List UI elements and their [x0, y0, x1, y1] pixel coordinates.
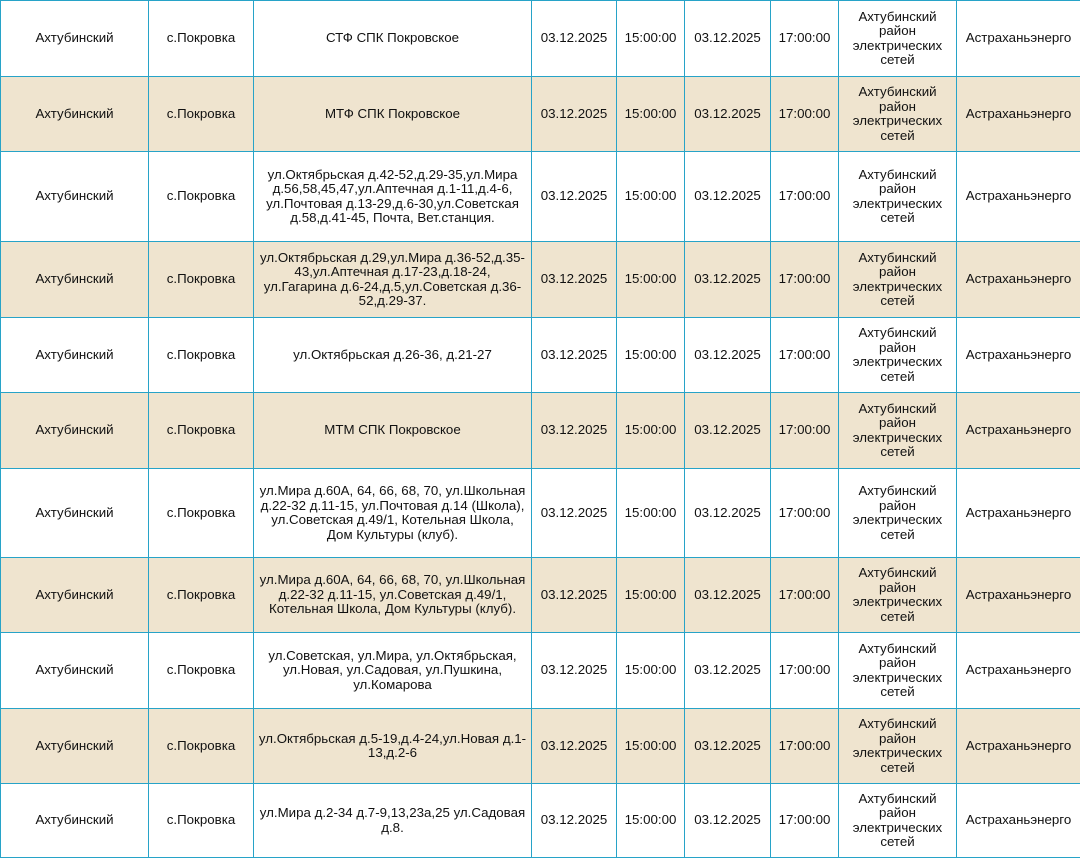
end-date-cell: 03.12.2025	[685, 393, 771, 469]
start-time-cell: 15:00:00	[617, 1, 685, 77]
end-time-cell: 17:00:00	[771, 242, 839, 318]
end-time-cell: 17:00:00	[771, 784, 839, 858]
start-time-cell: 15:00:00	[617, 784, 685, 858]
end-date-cell: 03.12.2025	[685, 77, 771, 152]
start-date-cell: 03.12.2025	[532, 709, 617, 784]
table-row	[1, 152, 1080, 242]
start-date-cell: 03.12.2025	[532, 152, 617, 242]
table-row	[1, 784, 1080, 858]
end-date-cell: 03.12.2025	[685, 152, 771, 242]
start-time-cell: 15:00:00	[617, 393, 685, 469]
end-time-cell: 17:00:00	[771, 633, 839, 709]
object-cell: ул.Октябрьская д.29,ул.Мира д.36-52,д.35-43,ул.Аптечная д.17-23,д.18-24, ул.Гагарина д.6-24,д.5,ул.Советская д.36-52,д.29-37.	[254, 242, 532, 318]
district-cell: Ахтубинский	[1, 393, 149, 469]
end-time-cell: 17:00:00	[771, 709, 839, 784]
district-cell: Ахтубинский	[1, 469, 149, 558]
network-cell: Ахтубинский район электрических сетей	[839, 152, 957, 242]
company-cell: Астраханьэнерго	[957, 393, 1080, 469]
table-row	[1, 393, 1080, 469]
end-time-cell: 17:00:00	[771, 558, 839, 633]
locality-cell: с.Покровка	[149, 77, 254, 152]
company-cell: Астраханьэнерго	[957, 318, 1080, 393]
network-cell: Ахтубинский район электрических сетей	[839, 558, 957, 633]
district-cell: Ахтубинский	[1, 1, 149, 77]
company-cell: Астраханьэнерго	[957, 633, 1080, 709]
start-date-cell: 03.12.2025	[532, 558, 617, 633]
table-row	[1, 1, 1080, 77]
end-date-cell: 03.12.2025	[685, 242, 771, 318]
district-cell: Ахтубинский	[1, 152, 149, 242]
district-cell: Ахтубинский	[1, 558, 149, 633]
district-cell: Ахтубинский	[1, 77, 149, 152]
locality-cell: с.Покровка	[149, 633, 254, 709]
start-date-cell: 03.12.2025	[532, 784, 617, 858]
company-cell: Астраханьэнерго	[957, 709, 1080, 784]
table-row	[1, 709, 1080, 784]
locality-cell: с.Покровка	[149, 784, 254, 858]
start-time-cell: 15:00:00	[617, 558, 685, 633]
locality-cell: с.Покровка	[149, 709, 254, 784]
object-cell: МТМ СПК Покровское	[254, 393, 532, 469]
district-cell: Ахтубинский	[1, 709, 149, 784]
start-time-cell: 15:00:00	[617, 469, 685, 558]
locality-cell: с.Покровка	[149, 393, 254, 469]
company-cell: Астраханьэнерго	[957, 77, 1080, 152]
start-date-cell: 03.12.2025	[532, 469, 617, 558]
end-time-cell: 17:00:00	[771, 318, 839, 393]
network-cell: Ахтубинский район электрических сетей	[839, 709, 957, 784]
start-date-cell: 03.12.2025	[532, 633, 617, 709]
network-cell: Ахтубинский район электрических сетей	[839, 242, 957, 318]
network-cell: Ахтубинский район электрических сетей	[839, 318, 957, 393]
table-row	[1, 469, 1080, 558]
end-date-cell: 03.12.2025	[685, 1, 771, 77]
start-date-cell: 03.12.2025	[532, 77, 617, 152]
table-row	[1, 558, 1080, 633]
district-cell: Ахтубинский	[1, 318, 149, 393]
object-cell: СТФ СПК Покровское	[254, 1, 532, 77]
company-cell: Астраханьэнерго	[957, 1, 1080, 77]
end-date-cell: 03.12.2025	[685, 469, 771, 558]
start-date-cell: 03.12.2025	[532, 242, 617, 318]
company-cell: Астраханьэнерго	[957, 242, 1080, 318]
network-cell: Ахтубинский район электрических сетей	[839, 469, 957, 558]
start-date-cell: 03.12.2025	[532, 393, 617, 469]
locality-cell: с.Покровка	[149, 469, 254, 558]
company-cell: Астраханьэнерго	[957, 558, 1080, 633]
locality-cell: с.Покровка	[149, 318, 254, 393]
start-time-cell: 15:00:00	[617, 152, 685, 242]
locality-cell: с.Покровка	[149, 242, 254, 318]
table-row	[1, 242, 1080, 318]
company-cell: Астраханьэнерго	[957, 469, 1080, 558]
table-row	[1, 77, 1080, 152]
end-date-cell: 03.12.2025	[685, 633, 771, 709]
object-cell: ул.Мира д.60А, 64, 66, 68, 70, ул.Школьная д.22-32 д.11-15, ул.Почтовая д.14 (Школа), ул.Советская д.49/1, Котельная Школа, Дом Культуры (клуб).	[254, 469, 532, 558]
end-time-cell: 17:00:00	[771, 469, 839, 558]
start-date-cell: 03.12.2025	[532, 1, 617, 77]
end-date-cell: 03.12.2025	[685, 709, 771, 784]
object-cell: ул.Мира д.2-34 д.7-9,13,23а,25 ул.Садовая д.8.	[254, 784, 532, 858]
end-time-cell: 17:00:00	[771, 1, 839, 77]
locality-cell: с.Покровка	[149, 152, 254, 242]
object-cell: ул.Мира д.60А, 64, 66, 68, 70, ул.Школьная д.22-32 д.11-15, ул.Советская д.49/1, Котельная Школа, Дом Культуры (клуб).	[254, 558, 532, 633]
network-cell: Ахтубинский район электрических сетей	[839, 1, 957, 77]
locality-cell: с.Покровка	[149, 558, 254, 633]
object-cell: ул.Советская, ул.Мира, ул.Октябрьская, ул.Новая, ул.Садовая, ул.Пушкина, ул.Комарова	[254, 633, 532, 709]
end-time-cell: 17:00:00	[771, 152, 839, 242]
district-cell: Ахтубинский	[1, 242, 149, 318]
start-time-cell: 15:00:00	[617, 709, 685, 784]
end-time-cell: 17:00:00	[771, 393, 839, 469]
end-time-cell: 17:00:00	[771, 77, 839, 152]
object-cell: ул.Октябрьская д.42-52,д.29-35,ул.Мира д.56,58,45,47,ул.Аптечная д.1-11,д.4-6, ул.Почтовая д.13-29,д.6-30,ул.Советская д.58,д.41-45, Почта, Вет.станция.	[254, 152, 532, 242]
outage-table-body	[1, 1, 1080, 858]
start-time-cell: 15:00:00	[617, 318, 685, 393]
end-date-cell: 03.12.2025	[685, 558, 771, 633]
object-cell: ул.Октябрьская д.5-19,д.4-24,ул.Новая д.1-13,д.2-6	[254, 709, 532, 784]
end-date-cell: 03.12.2025	[685, 318, 771, 393]
district-cell: Ахтубинский	[1, 784, 149, 858]
network-cell: Ахтубинский район электрических сетей	[839, 393, 957, 469]
start-time-cell: 15:00:00	[617, 77, 685, 152]
start-time-cell: 15:00:00	[617, 633, 685, 709]
locality-cell: с.Покровка	[149, 1, 254, 77]
network-cell: Ахтубинский район электрических сетей	[839, 77, 957, 152]
table-row	[1, 633, 1080, 709]
company-cell: Астраханьэнерго	[957, 152, 1080, 242]
start-date-cell: 03.12.2025	[532, 318, 617, 393]
end-date-cell: 03.12.2025	[685, 784, 771, 858]
district-cell: Ахтубинский	[1, 633, 149, 709]
network-cell: Ахтубинский район электрических сетей	[839, 633, 957, 709]
company-cell: Астраханьэнерго	[957, 784, 1080, 858]
table-row	[1, 318, 1080, 393]
network-cell: Ахтубинский район электрических сетей	[839, 784, 957, 858]
object-cell: МТФ СПК Покровское	[254, 77, 532, 152]
start-time-cell: 15:00:00	[617, 242, 685, 318]
object-cell: ул.Октябрьская д.26-36, д.21-27	[254, 318, 532, 393]
